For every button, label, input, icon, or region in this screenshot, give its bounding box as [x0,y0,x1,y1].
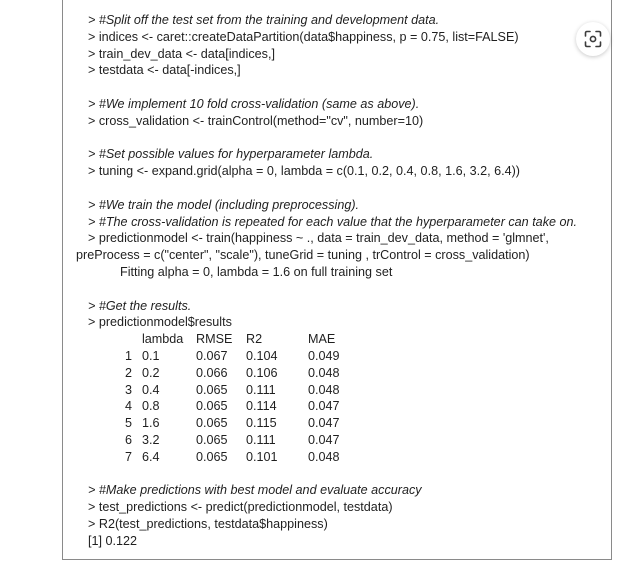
column-header: R2 [246,332,263,347]
console-line: > #Make predictions with best model and evaluate accuracy [88,483,422,498]
console-line: > #Get the results. [88,298,192,313]
r-console-output [76,12,588,550]
table-row [116,432,358,449]
row-index: 6 [124,432,132,447]
cell-rmse: 0.065 [196,382,228,397]
console-line: > test_predictions <- predict(predictionmodel, testdata) [88,500,393,515]
console-line: > testdata <- data[-indices,] [88,63,241,78]
cell-rmse: 0.065 [196,432,228,447]
cell-mae: 0.047 [308,432,340,447]
table-row [116,365,358,382]
cell-mae: 0.048 [308,365,340,380]
cell-mae: 0.049 [308,348,340,363]
console-line: > #Set possible values for hyperparameter lambda. [88,147,374,162]
console-line: > #The cross-validation is repeated for each value that the hyperparameter can take on. [88,214,577,229]
console-line: > #Split off the test set from the training and development data. [88,13,440,27]
column-header: MAE [308,332,336,347]
table-row [116,398,358,415]
code-block-tuning [88,146,588,180]
code-block-cv [88,96,588,130]
console-line: > predictionmodel <- train(happiness ~ ., data = train_dev_data, method = 'glmnet', [88,231,549,246]
console-line: > #We implement 10 fold cross-validation (same as above). [88,96,420,111]
console-line: preProcess = c("center", "scale"), tuneGrid = tuning , trControl = cross_validation) [76,248,530,263]
cell-r2: 0.104 [246,348,278,363]
cell-rmse: 0.067 [196,348,228,363]
cell-r2: 0.114 [246,399,277,414]
table-row [116,382,358,399]
column-header [116,331,142,348]
column-header: RMSE [196,332,233,347]
cell-lambda: 0.2 [142,365,160,380]
table-row [116,449,358,466]
cell-lambda: 0.8 [142,399,160,414]
cell-mae: 0.048 [308,449,340,464]
cell-lambda: 1.6 [142,416,160,431]
code-block-train [76,197,588,281]
console-line: > train_dev_data <- data[indices,] [88,46,275,61]
console-line: > cross_validation <- trainControl(method="cv", number=10) [88,113,424,128]
cell-lambda: 3.2 [142,432,160,447]
console-line: > R2(test_predictions, testdata$happiness) [88,516,328,531]
table-row [116,348,358,365]
column-header: lambda [142,332,184,347]
cell-rmse: 0.065 [196,449,228,464]
row-index: 2 [124,365,132,380]
console-line: > indices <- caret::createDataPartition(data$happiness, p = 0.75, list=FALSE) [88,29,519,44]
cell-rmse: 0.065 [196,416,228,431]
results-table [116,331,358,465]
cell-r2: 0.106 [246,365,278,380]
row-index: 1 [124,348,132,363]
cell-r2: 0.111 [246,382,276,397]
console-line: > tuning <- expand.grid(alpha = 0, lambda = c(0.1, 0.2, 0.4, 0.8, 1.6, 3.2, 6.4)) [88,164,520,179]
cell-mae: 0.047 [308,416,340,431]
cell-mae: 0.048 [308,382,340,397]
cell-rmse: 0.066 [196,365,228,380]
cell-r2: 0.101 [246,449,278,464]
results-header-row [116,331,358,348]
code-block-predict [88,482,588,549]
row-index: 5 [124,416,132,431]
row-index: 7 [124,449,132,464]
fitting-message: Fitting alpha = 0, lambda = 1.6 on full training set [120,264,393,279]
cell-lambda: 0.4 [142,382,160,397]
final-output: [1] 0.122 [88,533,138,548]
code-block-results [88,298,588,466]
table-row [116,415,358,432]
cell-r2: 0.111 [246,432,276,447]
cell-r2: 0.115 [246,416,277,431]
cell-rmse: 0.065 [196,399,228,414]
cell-mae: 0.047 [308,399,340,414]
row-index: 4 [124,399,132,414]
cell-lambda: 0.1 [142,348,160,363]
cell-lambda: 6.4 [142,449,160,464]
console-line: > predictionmodel$results [88,315,232,330]
row-index: 3 [124,382,132,397]
code-block-split [88,12,588,79]
console-line: > #We train the model (including preprocessing). [88,197,360,212]
